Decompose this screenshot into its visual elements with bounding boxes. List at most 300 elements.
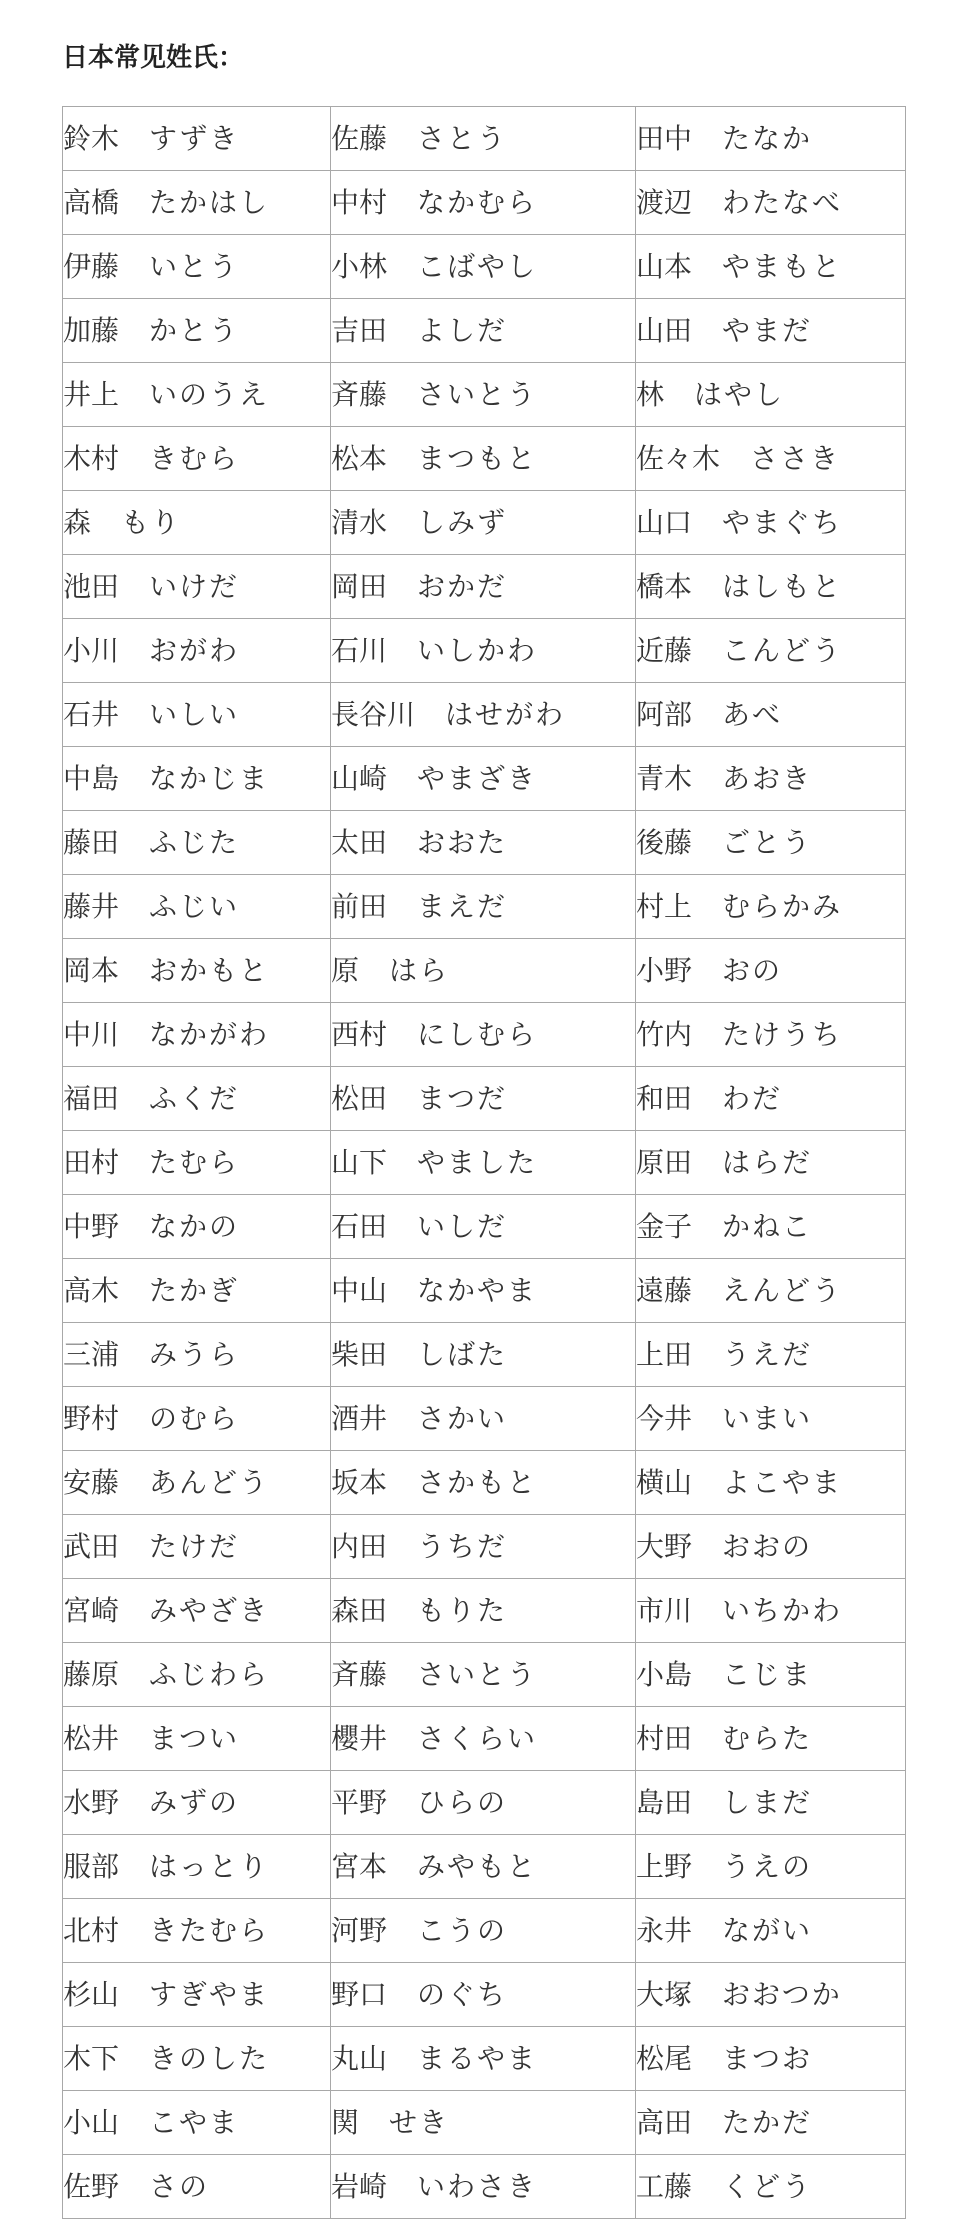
surname-reading: さいとう — [417, 378, 538, 411]
table-row — [63, 1387, 906, 1451]
surname-kanji: 島田 — [636, 1786, 693, 1819]
surname-kanji: 三浦 — [63, 1338, 120, 1371]
surname-reading: おおた — [417, 826, 508, 859]
surname-reading: いとう — [149, 250, 240, 283]
table-row — [63, 1643, 906, 1707]
table-row — [63, 1003, 906, 1067]
surname-reading: いのうえ — [149, 378, 270, 411]
surname-kanji: 松尾 — [636, 2042, 693, 2075]
surname-kanji: 長谷川 — [331, 698, 416, 731]
surname-cell — [331, 235, 636, 299]
surname-reading: たかぎ — [149, 1274, 240, 1307]
surname-reading: はらだ — [722, 1146, 813, 1179]
page-title: 日本常见姓氏： — [62, 43, 245, 73]
table-row — [63, 427, 906, 491]
surname-reading: みやざき — [149, 1594, 270, 1627]
surname-reading: わだ — [722, 1082, 783, 1115]
surname-reading: しまだ — [722, 1786, 813, 1819]
surname-reading: あべ — [722, 698, 783, 731]
surname-kanji: 関 — [331, 2106, 360, 2139]
surname-cell — [636, 1131, 906, 1195]
surname-reading: うえの — [722, 1850, 813, 1883]
surname-cell — [331, 1323, 636, 1387]
table-row — [63, 811, 906, 875]
table-row — [63, 1451, 906, 1515]
surname-kanji: 北村 — [63, 1914, 120, 1947]
surname-kanji: 宮本 — [331, 1850, 388, 1883]
surname-reading: たかはし — [149, 186, 270, 219]
surname-kanji: 市川 — [636, 1594, 693, 1627]
surname-cell — [63, 363, 331, 427]
surname-kanji: 斉藤 — [331, 378, 388, 411]
surname-cell — [331, 491, 636, 555]
surname-cell — [636, 811, 906, 875]
surname-kanji: 中川 — [63, 1018, 120, 1051]
surname-reading: むらかみ — [722, 890, 843, 923]
surname-reading: はしもと — [722, 570, 843, 603]
surname-reading: くどう — [722, 2170, 813, 2203]
surname-reading: うちだ — [417, 1530, 508, 1563]
table-row — [63, 1963, 906, 2027]
surname-kanji: 近藤 — [636, 634, 693, 667]
surname-cell — [331, 1707, 636, 1771]
surname-reading: おがわ — [149, 634, 240, 667]
surname-reading: おおの — [722, 1530, 813, 1563]
surname-cell — [636, 2027, 906, 2091]
surname-cell — [636, 491, 906, 555]
surname-kanji: 小川 — [63, 634, 120, 667]
surname-cell — [63, 2027, 331, 2091]
table-row — [63, 1131, 906, 1195]
surname-cell — [63, 2091, 331, 2155]
surname-cell — [636, 1259, 906, 1323]
surname-reading: さかい — [417, 1402, 508, 1435]
surname-cell — [63, 1963, 331, 2027]
surname-kanji: 松井 — [63, 1722, 120, 1755]
surname-kanji: 中村 — [331, 186, 388, 219]
surname-cell — [636, 235, 906, 299]
surname-reading: いしだ — [417, 1210, 508, 1243]
surname-kanji: 石川 — [331, 634, 388, 667]
surname-reading: ひらの — [417, 1786, 508, 1819]
surname-cell — [63, 299, 331, 363]
table-row — [63, 2091, 906, 2155]
surname-reading: いけだ — [149, 570, 240, 603]
surname-kanji: 後藤 — [636, 826, 693, 859]
surname-cell — [63, 235, 331, 299]
table-row — [63, 491, 906, 555]
surname-kanji: 中山 — [331, 1274, 388, 1307]
surname-kanji: 原田 — [636, 1146, 693, 1179]
surname-cell — [636, 747, 906, 811]
surname-cell — [63, 1259, 331, 1323]
surname-kanji: 田中 — [636, 122, 693, 155]
surname-cell — [331, 1195, 636, 1259]
surname-cell — [331, 363, 636, 427]
surname-kanji: 杉山 — [63, 1978, 120, 2011]
surname-cell — [63, 1451, 331, 1515]
surname-kanji: 前田 — [331, 890, 388, 923]
surname-reading: はやし — [694, 378, 785, 411]
surname-kanji: 木村 — [63, 442, 120, 475]
surname-cell — [63, 811, 331, 875]
surname-kanji: 石井 — [63, 698, 120, 731]
surname-kanji: 西村 — [331, 1018, 388, 1051]
surname-cell — [636, 1067, 906, 1131]
table-row — [63, 363, 906, 427]
surname-kanji: 小山 — [63, 2106, 120, 2139]
surname-reading: すずき — [149, 122, 240, 155]
surname-cell — [636, 1387, 906, 1451]
surname-kanji: 林 — [636, 378, 665, 411]
surname-cell — [63, 2155, 331, 2219]
surname-reading: まつもと — [417, 442, 538, 475]
surname-cell — [331, 427, 636, 491]
surname-kanji: 山崎 — [331, 762, 388, 795]
surname-kanji: 野村 — [63, 1402, 120, 1435]
surname-kanji: 内田 — [331, 1530, 388, 1563]
surname-cell — [331, 811, 636, 875]
surname-cell — [331, 683, 636, 747]
surname-reading: はせがわ — [445, 698, 566, 731]
table-row — [63, 1835, 906, 1899]
surname-reading: うえだ — [722, 1338, 813, 1371]
surname-kanji: 山下 — [331, 1146, 388, 1179]
surname-table — [62, 106, 906, 2219]
surname-cell — [636, 1195, 906, 1259]
surname-kanji: 永井 — [636, 1914, 693, 1947]
surname-reading: きむら — [149, 442, 240, 475]
surname-reading: みうら — [149, 1338, 240, 1371]
surname-kanji: 井上 — [63, 378, 120, 411]
surname-kanji: 水野 — [63, 1786, 120, 1819]
surname-kanji: 藤井 — [63, 890, 120, 923]
surname-cell — [63, 619, 331, 683]
surname-kanji: 武田 — [63, 1530, 120, 1563]
surname-reading: もりた — [417, 1594, 508, 1627]
surname-cell — [331, 2091, 636, 2155]
surname-table-body — [63, 107, 906, 2219]
surname-cell — [331, 1771, 636, 1835]
surname-cell — [63, 427, 331, 491]
surname-kanji: 藤田 — [63, 826, 120, 859]
surname-reading: せき — [389, 2106, 450, 2139]
table-row — [63, 1515, 906, 1579]
surname-cell — [331, 1835, 636, 1899]
surname-kanji: 竹内 — [636, 1018, 693, 1051]
surname-cell — [636, 299, 906, 363]
surname-cell — [63, 1195, 331, 1259]
surname-cell — [636, 1643, 906, 1707]
surname-reading: わたなべ — [722, 186, 843, 219]
surname-kanji: 坂本 — [331, 1466, 388, 1499]
surname-reading: おかだ — [417, 570, 508, 603]
surname-kanji: 安藤 — [63, 1466, 120, 1499]
table-row — [63, 107, 906, 171]
surname-reading: やまざき — [417, 762, 538, 795]
surname-cell — [331, 619, 636, 683]
surname-cell — [63, 491, 331, 555]
surname-kanji: 木下 — [63, 2042, 120, 2075]
surname-reading: おの — [722, 954, 783, 987]
surname-kanji: 青木 — [636, 762, 693, 795]
surname-cell — [636, 555, 906, 619]
surname-kanji: 伊藤 — [63, 250, 120, 283]
surname-reading: よしだ — [417, 314, 508, 347]
surname-kanji: 小島 — [636, 1658, 693, 1691]
surname-cell — [636, 1003, 906, 1067]
surname-kanji: 酒井 — [331, 1402, 388, 1435]
surname-reading: やまだ — [722, 314, 813, 347]
surname-reading: さの — [149, 2170, 210, 2203]
table-row — [63, 1771, 906, 1835]
surname-reading: さとう — [417, 122, 508, 155]
surname-kanji: 山口 — [636, 506, 693, 539]
surname-reading: はら — [389, 954, 450, 987]
surname-kanji: 丸山 — [331, 2042, 388, 2075]
surname-kanji: 福田 — [63, 1082, 120, 1115]
surname-kanji: 岡田 — [331, 570, 388, 603]
table-row — [63, 1579, 906, 1643]
surname-cell — [63, 555, 331, 619]
surname-cell — [636, 683, 906, 747]
surname-reading: ささき — [750, 442, 841, 475]
table-row — [63, 299, 906, 363]
surname-reading: おかもと — [149, 954, 270, 987]
surname-cell — [63, 171, 331, 235]
surname-cell — [636, 1451, 906, 1515]
surname-reading: なかの — [149, 1210, 240, 1243]
surname-reading: こやま — [149, 2106, 240, 2139]
table-row — [63, 747, 906, 811]
surname-kanji: 森田 — [331, 1594, 388, 1627]
surname-reading: こんどう — [722, 634, 843, 667]
surname-cell — [636, 107, 906, 171]
surname-cell — [331, 1003, 636, 1067]
surname-reading: ふじい — [149, 890, 240, 923]
surname-kanji: 上田 — [636, 1338, 693, 1371]
surname-cell — [63, 875, 331, 939]
surname-cell — [331, 1131, 636, 1195]
surname-cell — [63, 1323, 331, 1387]
surname-kanji: 小林 — [331, 250, 388, 283]
surname-kanji: 高橋 — [63, 186, 120, 219]
surname-cell — [63, 1387, 331, 1451]
surname-kanji: 吉田 — [331, 314, 388, 347]
surname-cell — [331, 1259, 636, 1323]
surname-cell — [636, 1515, 906, 1579]
surname-reading: まつお — [722, 2042, 813, 2075]
surname-kanji: 松田 — [331, 1082, 388, 1115]
surname-kanji: 山田 — [636, 314, 693, 347]
surname-kanji: 高木 — [63, 1274, 120, 1307]
surname-kanji: 佐野 — [63, 2170, 120, 2203]
surname-cell — [63, 1067, 331, 1131]
surname-reading: あおき — [722, 762, 813, 795]
surname-reading: やまぐち — [722, 506, 843, 539]
table-row — [63, 1323, 906, 1387]
table-row — [63, 1195, 906, 1259]
surname-cell — [331, 1451, 636, 1515]
surname-reading: かねこ — [722, 1210, 813, 1243]
table-row — [63, 1259, 906, 1323]
surname-reading: ながい — [722, 1914, 813, 1947]
surname-cell — [331, 1963, 636, 2027]
surname-reading: たけうち — [722, 1018, 843, 1051]
surname-reading: ごとう — [722, 826, 813, 859]
table-row — [63, 171, 906, 235]
surname-reading: こじま — [722, 1658, 813, 1691]
surname-kanji: 金子 — [636, 1210, 693, 1243]
surname-cell — [636, 1835, 906, 1899]
surname-kanji: 遠藤 — [636, 1274, 693, 1307]
surname-reading: いちかわ — [722, 1594, 843, 1627]
surname-reading: さくらい — [417, 1722, 538, 1755]
surname-reading: なかむら — [417, 186, 538, 219]
surname-cell — [636, 1899, 906, 1963]
surname-kanji: 宮崎 — [63, 1594, 120, 1627]
surname-kanji: 平野 — [331, 1786, 388, 1819]
surname-kanji: 村田 — [636, 1722, 693, 1755]
surname-reading: なかじま — [149, 762, 270, 795]
surname-kanji: 高田 — [636, 2106, 693, 2139]
surname-kanji: 岩崎 — [331, 2170, 388, 2203]
surname-kanji: 大野 — [636, 1530, 693, 1563]
surname-reading: のむら — [149, 1402, 240, 1435]
surname-cell — [331, 939, 636, 1003]
surname-reading: あんどう — [149, 1466, 270, 1499]
surname-kanji: 橋本 — [636, 570, 693, 603]
table-row — [63, 2027, 906, 2091]
surname-cell — [636, 875, 906, 939]
surname-reading: みずの — [149, 1786, 240, 1819]
table-row — [63, 235, 906, 299]
surname-cell — [331, 107, 636, 171]
surname-reading: しみず — [417, 506, 508, 539]
surname-kanji: 阿部 — [636, 698, 693, 731]
surname-kanji: 大塚 — [636, 1978, 693, 2011]
surname-reading: みやもと — [417, 1850, 538, 1883]
table-row — [63, 875, 906, 939]
surname-cell — [636, 427, 906, 491]
surname-kanji: 横山 — [636, 1466, 693, 1499]
surname-kanji: 櫻井 — [331, 1722, 388, 1755]
surname-cell — [63, 1579, 331, 1643]
surname-cell — [63, 747, 331, 811]
surname-kanji: 池田 — [63, 570, 120, 603]
surname-cell — [636, 1963, 906, 2027]
surname-kanji: 田村 — [63, 1146, 120, 1179]
surname-kanji: 野口 — [331, 1978, 388, 2011]
surname-kanji: 上野 — [636, 1850, 693, 1883]
surname-cell — [63, 1707, 331, 1771]
surname-cell — [63, 1131, 331, 1195]
surname-reading: もり — [121, 506, 182, 539]
surname-reading: まえだ — [417, 890, 508, 923]
surname-reading: いまい — [722, 1402, 813, 1435]
surname-cell — [636, 1771, 906, 1835]
surname-reading: よこやま — [722, 1466, 843, 1499]
surname-kanji: 岡本 — [63, 954, 120, 987]
surname-reading: かとう — [149, 314, 240, 347]
surname-cell — [636, 939, 906, 1003]
surname-kanji: 藤原 — [63, 1658, 120, 1691]
surname-kanji: 清水 — [331, 506, 388, 539]
surname-cell — [636, 1707, 906, 1771]
surname-kanji: 小野 — [636, 954, 693, 987]
surname-cell — [331, 555, 636, 619]
surname-kanji: 服部 — [63, 1850, 120, 1883]
surname-kanji: 山本 — [636, 250, 693, 283]
table-row — [63, 2155, 906, 2219]
surname-reading: ふじた — [149, 826, 240, 859]
surname-reading: まつだ — [417, 1082, 508, 1115]
surname-reading: たなか — [722, 122, 813, 155]
surname-reading: いしかわ — [417, 634, 538, 667]
surname-reading: さいとう — [417, 1658, 538, 1691]
surname-cell — [331, 171, 636, 235]
surname-kanji: 森 — [63, 506, 92, 539]
surname-reading: やまもと — [722, 250, 843, 283]
surname-kanji: 原 — [331, 954, 360, 987]
surname-cell — [63, 1899, 331, 1963]
surname-reading: さかもと — [417, 1466, 538, 1499]
surname-cell — [331, 1067, 636, 1131]
surname-reading: こばやし — [417, 250, 538, 283]
table-row — [63, 555, 906, 619]
surname-cell — [331, 1515, 636, 1579]
surname-cell — [63, 1003, 331, 1067]
surname-kanji: 太田 — [331, 826, 388, 859]
surname-reading: きたむら — [149, 1914, 270, 1947]
surname-reading: はっとり — [149, 1850, 270, 1883]
surname-cell — [636, 2155, 906, 2219]
surname-cell — [331, 875, 636, 939]
surname-reading: たかだ — [722, 2106, 813, 2139]
surname-kanji: 和田 — [636, 1082, 693, 1115]
surname-cell — [63, 1835, 331, 1899]
table-row — [63, 683, 906, 747]
surname-kanji: 村上 — [636, 890, 693, 923]
surname-cell — [331, 1387, 636, 1451]
surname-reading: むらた — [722, 1722, 813, 1755]
surname-kanji: 鈴木 — [63, 122, 120, 155]
surname-cell — [63, 1771, 331, 1835]
surname-reading: きのした — [149, 2042, 270, 2075]
surname-cell — [63, 1643, 331, 1707]
surname-cell — [636, 1579, 906, 1643]
surname-cell — [331, 1579, 636, 1643]
surname-kanji: 渡辺 — [636, 186, 693, 219]
surname-reading: まるやま — [417, 2042, 538, 2075]
table-row — [63, 1899, 906, 1963]
surname-cell — [636, 619, 906, 683]
surname-cell — [636, 171, 906, 235]
surname-kanji: 斉藤 — [331, 1658, 388, 1691]
surname-cell — [63, 1515, 331, 1579]
surname-reading: いしい — [149, 698, 240, 731]
surname-kanji: 佐々木 — [636, 442, 721, 475]
table-row — [63, 939, 906, 1003]
surname-reading: たけだ — [149, 1530, 240, 1563]
surname-kanji: 加藤 — [63, 314, 120, 347]
surname-reading: おおつか — [722, 1978, 842, 2011]
surname-cell — [331, 747, 636, 811]
surname-kanji: 今井 — [636, 1402, 693, 1435]
surname-kanji: 中野 — [63, 1210, 120, 1243]
surname-kanji: 佐藤 — [331, 122, 388, 155]
surname-reading: ふくだ — [149, 1082, 240, 1115]
